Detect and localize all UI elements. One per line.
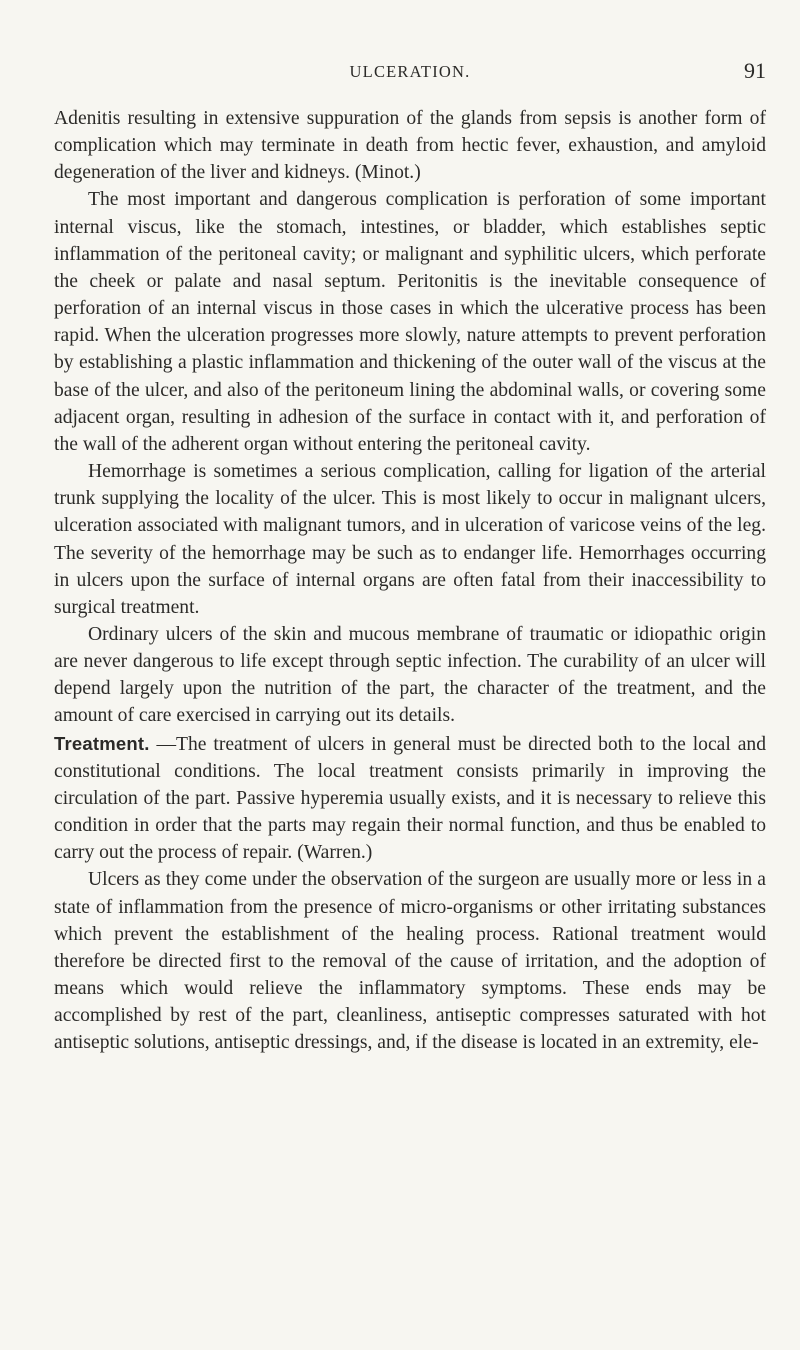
section-heading: Treatment. [54,732,150,754]
paragraph [54,621,766,730]
paragraph [54,458,766,621]
paragraph [54,186,766,458]
paragraph [54,730,766,867]
paragraph-text: Ordinary ulcers of the skin and mucous membrane of traumatic or idiopathic origin are never dangerous to life except through septic infection. The curability of an ulcer will depend largely upon the nutrition of the part, the character of the treatment, and the amount of care exercised in carrying out its details. [54,623,766,727]
body-text [54,105,766,1056]
paragraph-text: Ulcers as they come under the observation of the surgeon are usually more or less in a state of inflammation from the presence of micro-organisms or other irritating substances which prevent the establishment of the healing process. Rational treatment would therefore be directed first to the removal of the cause of irritation, and the adoption of means which would relieve the inflammatory symptoms. These ends may be accomplished by rest of the part, cleanliness, antiseptic compresses saturated with hot antiseptic solutions, antiseptic dressings, and, if the disease is located in an extremity, ele- [54,869,766,1054]
paragraph-text: The most important and dangerous complication is perforation of some important internal viscus, like the stomach, intestines, or bladder, which establishes septic inflammation of the peritoneal cavity; or malignant and syphilitic ulcers, which perforate the cheek or palate and nasal septum. Peritonitis is the inevitable consequence of perforation of an internal viscus in those cases in which the ulcerative process has been rapid. When the ulceration progresses more slowly, nature attempts to prevent perforation by establishing a plastic inflammation and thickening of the outer wall of the viscus at the base of the ulcer, and also of the peritoneum lining the abdominal walls, or covering some adjacent organ, resulting in adhesion of the surface in contact with it, and perforation of the wall of the adherent organ without entering the peritoneal cavity. [54,189,766,455]
paragraph [54,105,766,186]
paragraph-text: —The treatment of ulcers in general must be directed both to the local and constitutional conditions. The local treatment consists primarily in improving the circulation of the part. Passive hyperemia usually exists, and it is necessary to relieve this condition in order that the parts may regain their normal function, and thus be enabled to carry out the process of repair. (Warren.) [54,733,766,864]
paragraph [54,866,766,1056]
page-header [54,58,766,92]
paragraph-text: Adenitis resulting in extensive suppuration of the glands from sepsis is another form of complication which may terminate in death from hectic fever, exhaustion, and amyloid degeneration of the liver and kidneys. (Minot.) [54,108,766,184]
page-number: 91 [744,58,766,83]
paragraph-text: Hemorrhage is sometimes a serious complication, calling for ligation of the arterial trunk supplying the locality of the ulcer. This is most likely to occur in malignant ulcers, ulceration associated with malignant tumors, and in ulceration of varicose veins of the leg. The severity of the hemorrhage may be such as to endanger life. Hemorrhages occurring in ulcers upon the surface of internal organs are often fatal from their inaccessibility to surgical treatment. [54,461,766,618]
running-title: ULCERATION. [349,62,471,81]
